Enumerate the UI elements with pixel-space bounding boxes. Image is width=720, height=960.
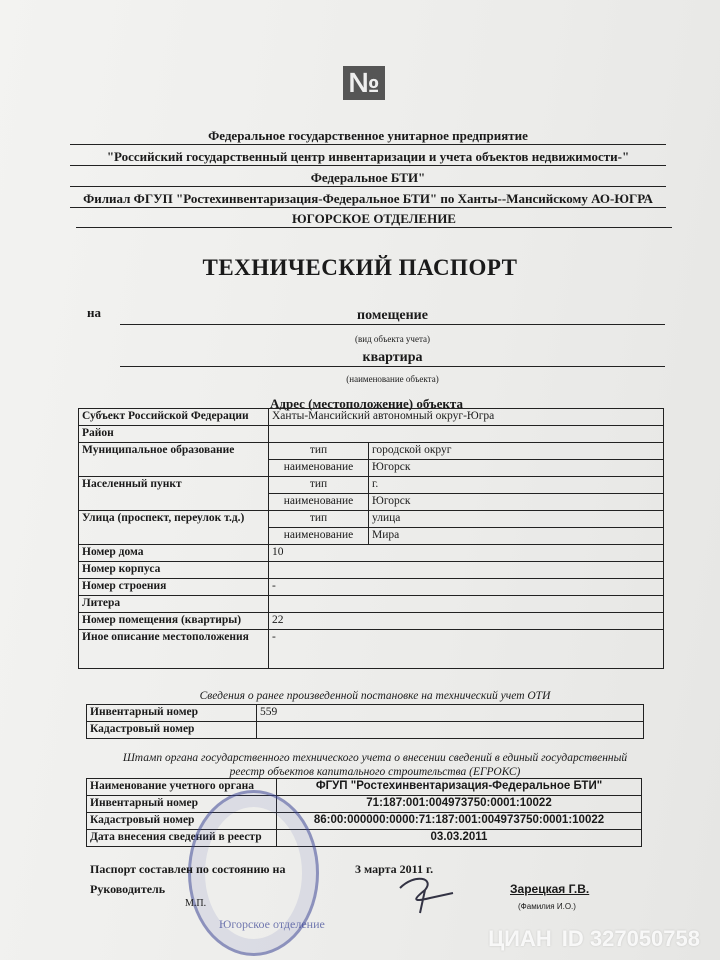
header-line-1: Федеральное государственное унитарное предприятие xyxy=(70,128,666,145)
subject-value: Ханты-Мансийский автономный округ-Югра xyxy=(269,409,664,426)
object-type-caption: (вид объекта учета) xyxy=(355,334,430,344)
head-label: Руководитель xyxy=(90,882,166,896)
composed-label: Паспорт составлен по состоянию на xyxy=(90,862,286,876)
org-value: ФГУП "Ростехинвентаризация-Федеральное БТИ" xyxy=(277,779,642,796)
house-value: 10 xyxy=(269,545,664,562)
watermark-id: ID 327050758 xyxy=(561,926,700,951)
oti-cadastral-value xyxy=(257,722,644,739)
name-label: наименование xyxy=(269,460,369,477)
municipal-label: Муниципальное образование xyxy=(79,443,269,477)
object-name-caption: (наименование объекта) xyxy=(346,374,439,384)
structure-label: Номер строения xyxy=(79,579,269,596)
district-label: Район xyxy=(79,426,269,443)
stamp-text: Югорское отделение xyxy=(219,917,325,931)
mp-label: М.П. xyxy=(185,898,207,909)
head-name: Зарецкая Г.В. xyxy=(510,882,590,896)
oti-table xyxy=(86,704,644,739)
address-title: Адрес (местоположение) объекта xyxy=(270,396,463,411)
district-value xyxy=(269,426,664,443)
building-value xyxy=(269,562,664,579)
oti-inventory-value: 559 xyxy=(257,705,644,722)
egroks-table xyxy=(86,778,642,847)
municipal-name: Югорск xyxy=(369,460,664,477)
type-label: тип xyxy=(269,477,369,494)
address-table xyxy=(78,408,664,669)
house-label: Номер дома xyxy=(79,545,269,562)
other-label: Иное описание местоположения xyxy=(79,630,269,669)
date-label: Дата внесения сведений в реестр xyxy=(87,830,277,847)
watermark xyxy=(488,926,700,952)
org-label: Наименование учетного органа xyxy=(87,779,277,796)
object-name: квартира xyxy=(120,350,665,367)
date-value: 03.03.2011 xyxy=(277,830,642,847)
numero-logo: № xyxy=(343,66,385,100)
type-label: тип xyxy=(269,511,369,528)
name-caption: (Фамилия И.О.) xyxy=(518,902,576,911)
object-type: помещение xyxy=(120,308,665,325)
egroks-inventory-label: Инвентарный номер xyxy=(87,796,277,813)
municipal-type: городской округ xyxy=(369,443,664,460)
header-line-2: "Российский государственный центр инвентаризации и учета объектов недвижимости-" xyxy=(70,149,666,166)
building-label: Номер корпуса xyxy=(79,562,269,579)
oti-cadastral-label: Кадастровый номер xyxy=(87,722,257,739)
egroks-title-1: Штамп органа государственного технического учета о внесении сведений в единый государственный xyxy=(122,752,628,764)
egroks-cadastral-value: 86:00:000000:0000:71:187:001:004973750:0001:10022 xyxy=(277,813,642,830)
oti-title: Сведения о ранее произведенной постановке на технический учет ОТИ xyxy=(199,690,551,702)
header-line-3: Федеральное БТИ" xyxy=(70,170,666,187)
litera-value xyxy=(269,596,664,613)
street-label: Улица (проспект, переулок т.д.) xyxy=(79,511,269,545)
street-name: Мира xyxy=(369,528,664,545)
composed-date: 3 марта 2011 г. xyxy=(355,862,434,876)
egroks-inventory-value: 71:187:001:004973750:0001:10022 xyxy=(277,796,642,813)
oti-inventory-label: Инвентарный номер xyxy=(87,705,257,722)
watermark-brand: ЦИАН xyxy=(488,926,552,951)
egroks-title-2: реестр объектов капитального строительства (ЕГРОКС) xyxy=(229,766,521,778)
street-type: улица xyxy=(369,511,664,528)
document-title: ТЕХНИЧЕСКИЙ ПАСПОРТ xyxy=(202,255,518,280)
name-label: наименование xyxy=(269,494,369,511)
type-label: тип xyxy=(269,443,369,460)
header-line-5: ЮГОРСКОЕ ОТДЕЛЕНИЕ xyxy=(76,211,672,228)
signature xyxy=(395,868,455,918)
egroks-cadastral-label: Кадастровый номер xyxy=(87,813,277,830)
header-line-4: Филиал ФГУП "Ростехинвентаризация-Федеральное БТИ" по Ханты--Мансийскому АО-ЮГРА xyxy=(70,191,666,208)
settlement-label: Населенный пункт xyxy=(79,477,269,511)
name-label: наименование xyxy=(269,528,369,545)
na-label: на xyxy=(87,305,101,320)
other-value: - xyxy=(269,630,664,669)
settlement-type: г. xyxy=(369,477,664,494)
subject-label: Субъект Российской Федерации xyxy=(79,409,269,426)
apartment-value: 22 xyxy=(269,613,664,630)
apartment-label: Номер помещения (квартиры) xyxy=(79,613,269,630)
litera-label: Литера xyxy=(79,596,269,613)
settlement-name: Югорск xyxy=(369,494,664,511)
structure-value: - xyxy=(269,579,664,596)
